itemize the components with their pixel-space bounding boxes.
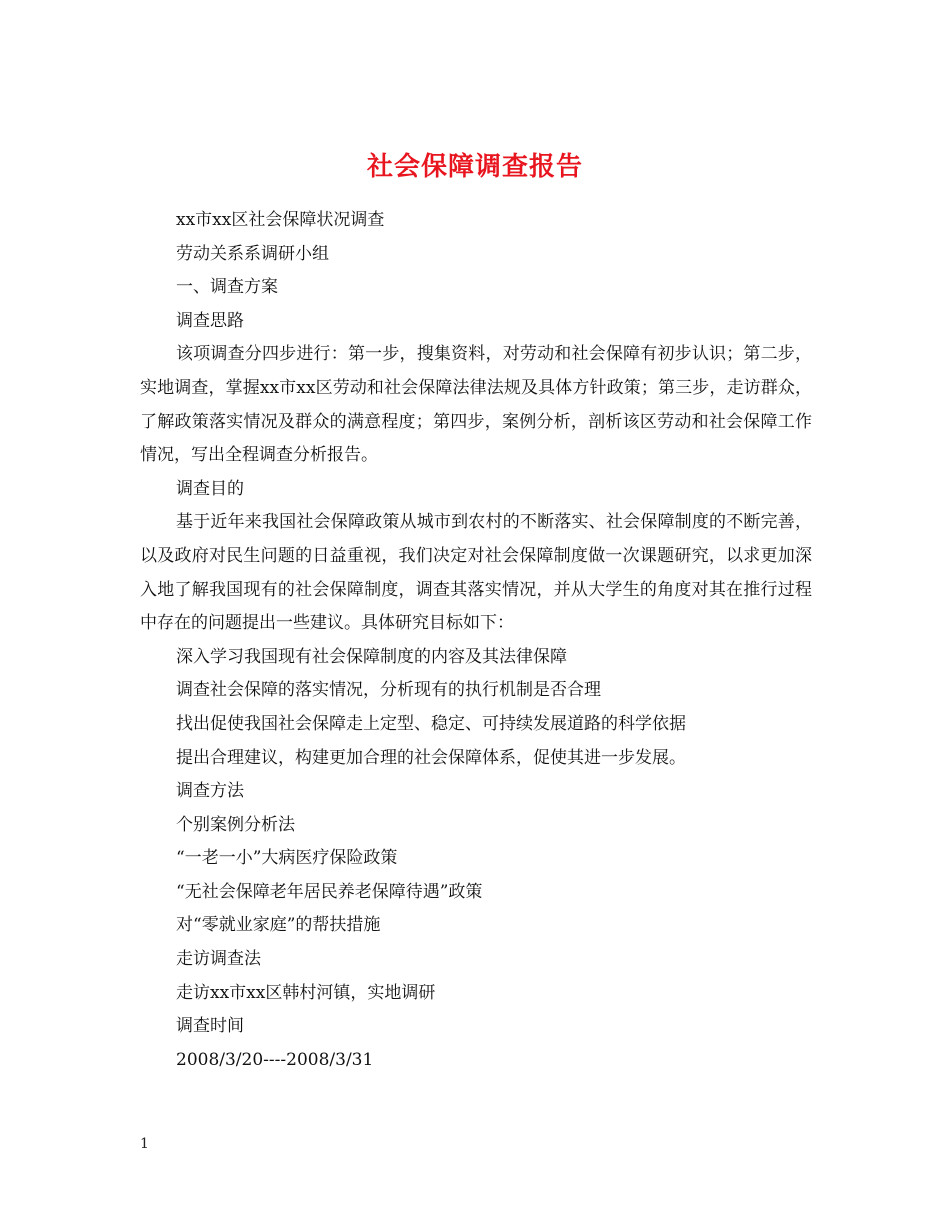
paragraph: 调查方法: [176, 781, 244, 802]
paragraph: 调查社会保障的落实情况，分析现有的执行机制是否合理: [176, 680, 601, 701]
page-number: 1: [140, 1136, 149, 1152]
paragraph: “无社会保障老年居民养老保障待遇”政策: [176, 881, 483, 902]
paragraph: 深入学习我国现有社会保障制度的内容及其法律保障: [176, 646, 567, 667]
paragraph: 一、调查方案: [176, 277, 278, 298]
paragraph: 提出合理建议，构建更加合理的社会保障体系，促使其进一步发展。: [176, 747, 686, 768]
paragraph: 走访调查法: [176, 949, 261, 970]
document-body: [140, 204, 812, 1077]
paragraph: 该项调查分四步进行：第一步，搜集资料，对劳动和社会保障有初步认识；第二步，实地调查，掌握xx市xx区劳动和社会保障法律法规及具体方针政策；第三步，走访群众，了解政策落实情况及群众的满意程度；第四步，案例分析，剖析该区劳动和社会保障工作情况，写出全程调查分析报告。: [140, 344, 812, 466]
paragraph: 2008/3/20----2008/3/31: [176, 1049, 374, 1070]
paragraph: 调查目的: [176, 478, 244, 499]
paragraph: 找出促使我国社会保障走上定型、稳定、可持续发展道路的科学依据: [176, 713, 686, 734]
paragraph: xx市xx区社会保障状况调查: [176, 210, 385, 230]
document-title: 社会保障调查报告: [366, 152, 583, 183]
paragraph: 调查时间: [176, 1016, 244, 1037]
paragraph: “一老一小”大病医疗保险政策: [176, 848, 398, 869]
paragraph: 个别案例分析法: [176, 814, 295, 835]
paragraph: 调查思路: [176, 310, 244, 331]
paragraph: 基于近年来我国社会保障政策从城市到农村的不断落实、社会保障制度的不断完善，以及政府对民生问题的日益重视，我们决定对社会保障制度做一次课题研究，以求更加深入地了解我国现有的社会保障制度，调查其落实情况，并从大学生的角度对其在推行过程中存在的问题提出一些建议。具体研究目标如下：: [140, 512, 812, 634]
paragraph: 劳动关系系调研小组: [176, 243, 329, 264]
paragraph: 对“零就业家庭”的帮扶措施: [176, 915, 381, 936]
paragraph: 走访xx市xx区韩村河镇，实地调研: [176, 982, 436, 1003]
